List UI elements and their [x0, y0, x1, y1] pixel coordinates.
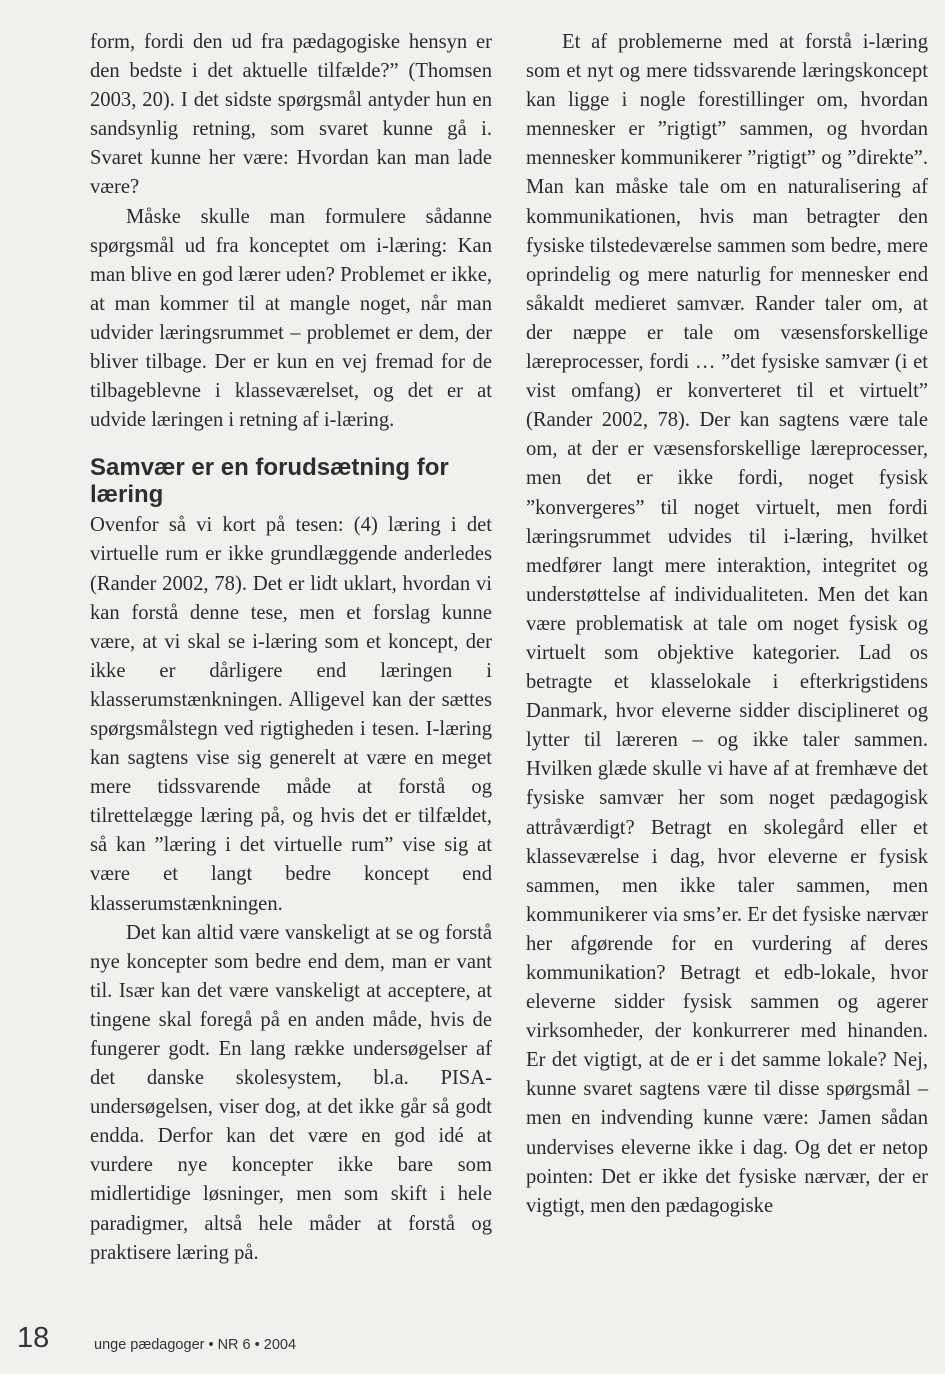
- section-heading: Samvær er en forudsætning for læring: [90, 454, 449, 509]
- paragraph: form, fordi den ud fra pædagogiske hensyn er den bedste i det aktuelle tilfælde?” (Thomsen 2003, 20). I det sidste spørgsmål antyder hun en sandsynlig retning, som svaret kunne gå i. Svaret kunne her være: Hvordan kan man lade være?: [90, 31, 492, 199]
- paragraph: Det kan altid være vanskeligt at se og forstå nye koncepter som bedre end dem, man er vant til. Især kan det være vanskeligt at acceptere, at tingene skal foregå på en anden måde, hvis de fungerer godt. En lang række undersøgelser af det danske skolesystem, bl.a. PISA-undersøgelsen, viser dog, at det ikke går så godt endda. Derfor kan det være en god idé at vurdere nye koncepter ikke bare som midlertidige løsninger, men som skift i hele paradigmer, altså hele måder at forstå og praktisere læring på.: [90, 921, 492, 1264]
- paragraph: Måske skulle man formulere sådanne spørgsmål ud fra konceptet om i-læring: Kan man blive en god lærer uden? Problemet er ikke, at man kommer til at mangle noget, når man udvider læringsrummet – problemet er dem, der bliver tilbage. Der er kun en vej fremad for de tilbageblevne i klasseværelset, og det er at udvide læringen i retning af i-læring.: [90, 205, 492, 432]
- page-number: 18: [17, 1322, 50, 1354]
- paragraph: Ovenfor så vi kort på tesen: (4) læring i det virtuelle rum er ikke grundlæggende anderledes (Rander 2002, 78). Det er lidt uklart, hvordan vi kan forstå denne tese, men et forslag kunne være, at vi skal se i-læring som et koncept, der ikke er dårligere end læringen i klasserumstænkningen. Alligevel kan der sættes spørgsmålstegn ved rigtigheden i tesen. I-læring kan sagtens vise sig generelt at være en meget mere tidssvarende måde at forstå og tilrettelægge læring på, og hvis det er tilfældet, så kan ”læring i det virtuelle rum” vise sig at være et langt bedre koncept end klasserumstænkningen.: [90, 514, 492, 915]
- left-column: [90, 28, 492, 1268]
- paragraph: Et af problemerne med at forstå i-læring som et nyt og mere tidssvarende læringskoncept kan ligge i nogle forestillinger om, hvordan mennesker er ”rigtigt” sammen, og hvordan mennesker kommunikerer ”rigtigt” og ”direkte”. Man kan måske tale om en naturalisering af kommunikationen, hvis man betragter den fysiske tilstedeværelse sammen som bedre, mere oprindelig og mere naturlig for mennesker end såkaldt medieret samvær. Rander taler om, at der næppe er tale om væsensforskellige læreprocesser, fordi … ”det fysiske samvær (i et vist omfang) er konverteret til et virtuelt” (Rander 2002, 78). Der kan sagtens være tale om, at der er væsensforskellige læreprocesser, men det er ikke fordi, noget fysisk ”konvergeres” til noget virtuelt, men fordi læringsrummet udvides til i-læring, hvilket medfører langt mere interaktion, integritet og understøttelse af individualiteten. Men det kan være problematisk at tale om noget fysisk og virtuelt som objektive kategorier. Lad os betragte et klasselokale i efterkrigstidens Danmark, hvor eleverne sidder disciplineret og lytter til læreren – og ikke taler sammen. Hvilken glæde skulle vi have af at fremhæve det fysiske samvær her som noget pædagogisk attråværdigt? Betragt en skolegård eller et klasseværelse i dag, hvor eleverne er fysisk sammen, men ikke taler sammen, men kommunikerer via sms’er. Er det fysiske nærvær her afgørende for en vurdering af deres kommunikation? Betragt et edb-lokale, hvor eleverne sidder fysisk sammen og agerer virksomheder, der konkurrerer med hinanden. Er det vigtigt, at de er i det samme lokale? Nej, kunne svaret sagtens være til disse spørgsmål – men en indvending kunne være: Jamen sådan undervises eleverne ikke i dag. Og det er netop pointen: Det er ikke det fysiske nærvær, der er vigtigt, men den pædagogiske: [526, 31, 928, 1217]
- right-column: [526, 28, 928, 1221]
- publication-footer: unge pædagoger • NR 6 • 2004: [94, 1337, 297, 1353]
